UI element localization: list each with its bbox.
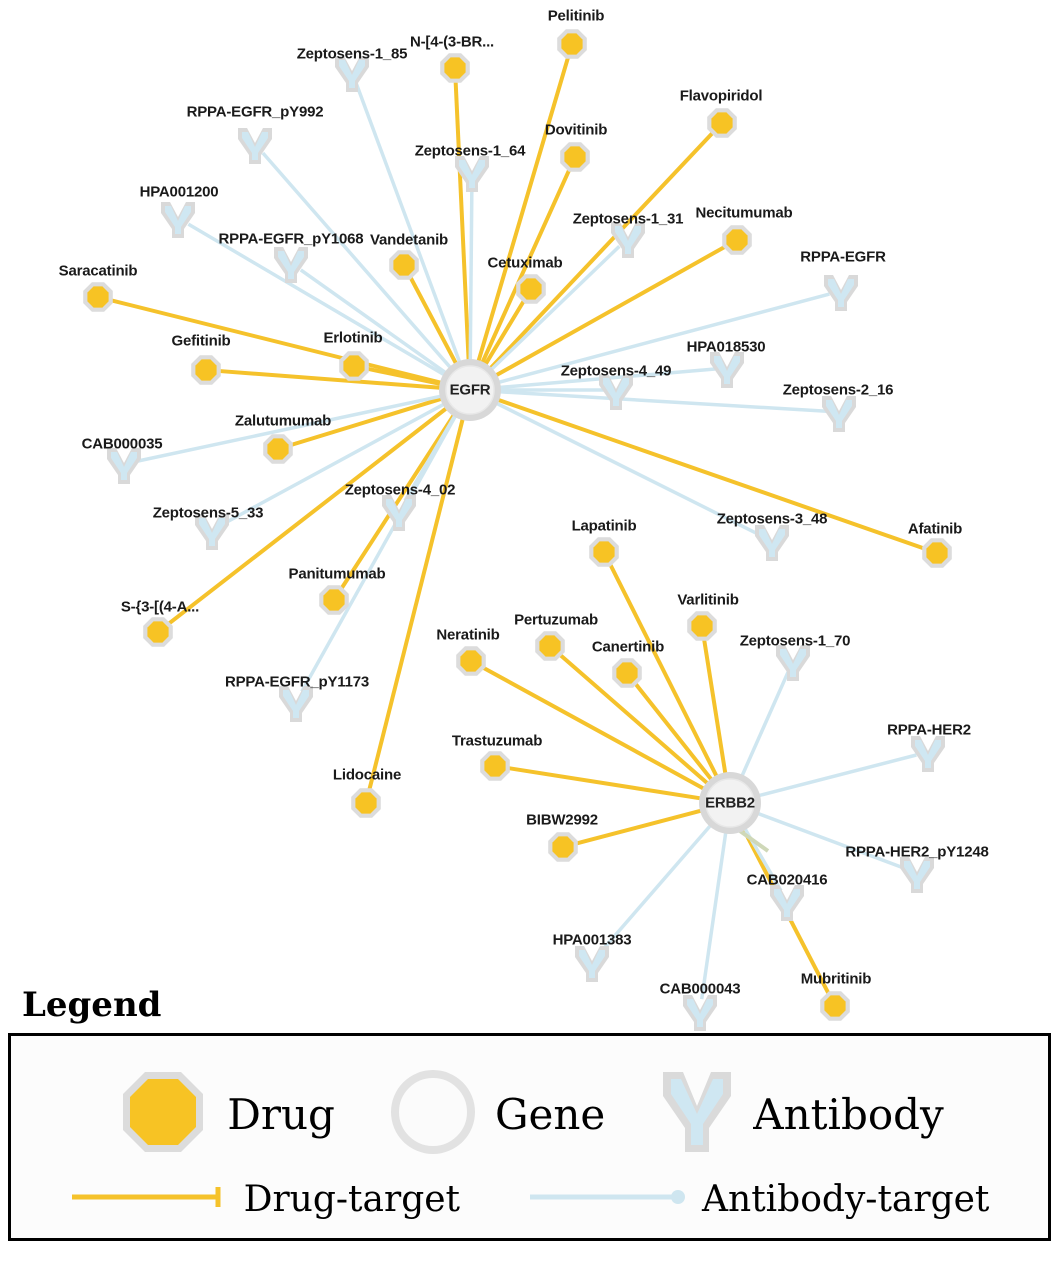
drug-node-core <box>460 650 481 671</box>
drug-node[interactable] <box>456 646 486 676</box>
gene-node-label: ERBB2 <box>705 794 755 812</box>
drug-node-core <box>926 542 947 563</box>
drug-node-label: Pelitinib <box>547 7 605 25</box>
drug-target-edge <box>456 82 469 360</box>
antibody-node-label: Zeptosens-1_70 <box>739 632 851 650</box>
antibody-node[interactable] <box>900 857 934 893</box>
antibody-node-label: Zeptosens-5_33 <box>152 504 264 522</box>
drug-node-label: Erlotinib <box>323 329 383 347</box>
legend-label-drug-target: Drug-target <box>243 1179 461 1220</box>
drug-icon <box>115 1064 211 1165</box>
antibody-node-label: Zeptosens-1_64 <box>414 142 526 160</box>
drug-node[interactable] <box>707 108 737 138</box>
antibody-node-label: RPPA-HER2_pY1248 <box>845 843 989 861</box>
legend-label-antibody-target: Antibody-target <box>702 1179 990 1220</box>
antibody-node-label: HPA018530 <box>686 338 766 356</box>
drug-node[interactable] <box>687 611 717 641</box>
legend-label-antibody: Antibody <box>753 1089 944 1139</box>
antibody-node[interactable] <box>824 275 858 311</box>
drug-node[interactable] <box>922 538 952 568</box>
drug-node-label: Necitumumab <box>695 204 793 222</box>
antibody-target-edge <box>702 829 727 999</box>
antibody-node-label: RPPA-EGFR_pY992 <box>186 103 324 121</box>
antibody-target-edge <box>470 184 472 364</box>
drug-node-label: N-[4-(3-BR... <box>409 33 495 51</box>
antibody-node-label: RPPA-EGFR <box>800 248 886 266</box>
drug-node-core <box>616 662 637 683</box>
drug-node-core <box>564 146 585 167</box>
gene-icon <box>387 1066 479 1163</box>
antibody-node[interactable] <box>911 736 945 772</box>
drug-node[interactable] <box>589 537 619 567</box>
legend-label-drug: Drug <box>227 1089 335 1139</box>
legend <box>0 985 1059 1241</box>
antibody-node[interactable] <box>107 448 141 484</box>
drug-node-core <box>726 229 747 250</box>
drug-target-edge <box>704 640 725 774</box>
antibody-target-edge <box>356 83 461 365</box>
drug-node-core <box>87 286 108 307</box>
antibody-target-edge-icon <box>528 1184 688 1215</box>
antibody-node-label: HPA001200 <box>139 183 219 201</box>
drug-node-label: Zalutumumab <box>234 412 332 430</box>
drug-target-edge-icon <box>70 1184 230 1215</box>
antibody-target-edge <box>301 270 449 375</box>
legend-label-gene: Gene <box>494 1089 606 1139</box>
drug-node-core <box>147 621 168 642</box>
drug-node[interactable] <box>722 225 752 255</box>
antibody-node-label: RPPA-EGFR_pY1068 <box>218 230 364 248</box>
antibody-icon <box>657 1066 737 1163</box>
drug-node-core <box>520 278 541 299</box>
drug-node[interactable] <box>351 788 381 818</box>
drug-node-core <box>691 615 712 636</box>
drug-node[interactable] <box>557 29 587 59</box>
drug-node-label: Gefitinib <box>171 332 231 350</box>
antibody-node[interactable] <box>575 946 609 982</box>
drug-target-edge <box>478 57 568 361</box>
antibody-node-label: Zeptosens-4_49 <box>560 362 672 380</box>
drug-node-label: Lapatinib <box>571 517 637 535</box>
drug-node-label: Pertuzumab <box>514 611 598 629</box>
drug-node[interactable] <box>389 250 419 280</box>
drug-node-label: Afatinib <box>907 520 963 538</box>
drug-target-edge <box>498 400 923 549</box>
drug-node-core <box>444 57 465 78</box>
antibody-node[interactable] <box>161 202 195 238</box>
drug-node-core <box>267 438 288 459</box>
legend-item-drug <box>115 1064 335 1165</box>
drug-node-label: S-{3-[(4-A... <box>120 598 200 616</box>
antibody-node-label: Zeptosens-2_16 <box>782 381 894 399</box>
drug-node[interactable] <box>143 617 173 647</box>
antibody-node-label: RPPA-HER2 <box>887 721 971 739</box>
antibody-node-label: CAB000035 <box>81 435 163 453</box>
antibody-node[interactable] <box>279 686 313 722</box>
antibody-node[interactable] <box>710 352 744 388</box>
legend-item-antibody <box>657 1066 943 1163</box>
antibody-node-label: Zeptosens-1_85 <box>296 45 408 63</box>
antibody-node[interactable] <box>776 645 810 681</box>
legend-item-gene <box>387 1066 605 1163</box>
drug-node-label: Canertinib <box>591 638 665 656</box>
antibody-target-edge <box>755 755 916 797</box>
drug-target-edge <box>112 300 441 382</box>
drug-node[interactable] <box>560 142 590 172</box>
drug-node-core <box>393 254 414 275</box>
antibody-target-edge <box>741 672 789 779</box>
drug-node-label: Trastuzumab <box>451 732 543 750</box>
drug-node[interactable] <box>516 274 546 304</box>
drug-node[interactable] <box>440 53 470 83</box>
drug-node-core <box>711 112 732 133</box>
drug-node[interactable] <box>339 351 369 381</box>
drug-node[interactable] <box>83 282 113 312</box>
antibody-node-label: Zeptosens-1_31 <box>572 210 684 228</box>
drug-node-label: Panitumumab <box>288 565 386 583</box>
antibody-node-label: Zeptosens-4_02 <box>344 481 456 499</box>
drug-node-label: Dovitinib <box>544 121 608 139</box>
drug-node-core <box>552 836 573 857</box>
drug-node[interactable] <box>612 658 642 688</box>
antibody-node-label: RPPA-EGFR_pY1173 <box>224 673 370 691</box>
drug-node-core <box>323 589 344 610</box>
drug-node[interactable] <box>263 434 293 464</box>
drug-node[interactable] <box>191 355 221 385</box>
drug-node-label: Varlitinib <box>677 591 739 609</box>
drug-node[interactable] <box>319 585 349 615</box>
drug-node[interactable] <box>548 832 578 862</box>
legend-edge-drug-target <box>70 1179 460 1220</box>
drug-node-label: Saracatinib <box>58 262 138 280</box>
drug-node-core <box>195 359 216 380</box>
antibody-target-edge <box>302 413 457 692</box>
antibody-node[interactable] <box>755 525 789 561</box>
edge-layer <box>112 57 924 999</box>
drug-node-core <box>593 541 614 562</box>
drug-node[interactable] <box>535 631 565 661</box>
drug-node-label: Flavopiridol <box>679 87 763 105</box>
antibody-node[interactable] <box>822 396 856 432</box>
drug-node-core <box>484 755 505 776</box>
antibody-node-label: CAB000043 <box>659 980 741 998</box>
drug-node-core <box>561 33 582 54</box>
drug-node-label: Lidocaine <box>332 766 402 784</box>
drug-node-core <box>539 635 560 656</box>
antibody-target-edge <box>496 392 827 412</box>
drug-node-label: BIBW2992 <box>526 811 598 829</box>
drug-node-core <box>343 355 364 376</box>
antibody-node-label: CAB020416 <box>746 871 828 889</box>
drug-node-label: Cetuximab <box>487 254 563 272</box>
legend-edge-antibody-target <box>528 1179 989 1220</box>
drug-node-label: Mubritinib <box>800 970 872 988</box>
legend-title: Legend <box>22 985 162 1025</box>
gene-node-label: EGFR <box>449 381 491 399</box>
antibody-node-label: Zeptosens-3_48 <box>716 510 828 528</box>
drug-target-edge <box>342 415 454 588</box>
drug-node-label: Vandetanib <box>369 231 449 249</box>
drug-node[interactable] <box>480 751 510 781</box>
antibody-node[interactable] <box>770 885 804 921</box>
drug-node-core <box>355 792 376 813</box>
drug-node-label: Neratinib <box>436 626 500 644</box>
antibody-node-label: HPA001383 <box>552 931 632 949</box>
